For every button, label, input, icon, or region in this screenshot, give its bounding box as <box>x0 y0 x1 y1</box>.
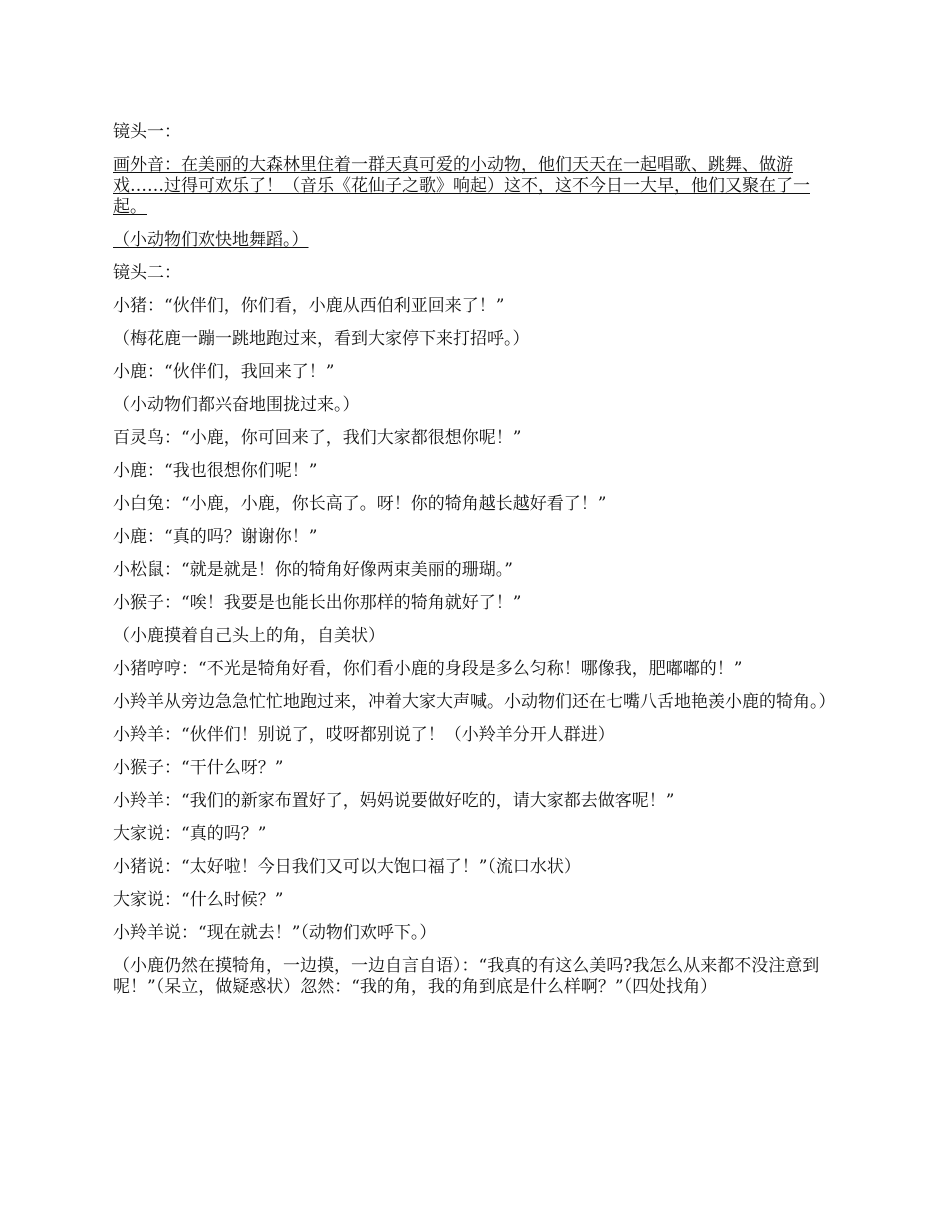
stage-direction: （小鹿摸着自己头上的角，自美状） <box>113 626 385 646</box>
dialogue-line: 小羚羊说：“现在就去！”（动物们欢呼下。） <box>113 923 437 943</box>
dialogue-line: 小白兔：“小鹿，小鹿，你长高了。呀！你的犄角越长越好看了！” <box>113 494 607 514</box>
stage-direction: 小羚羊从旁边急急忙忙地跑过来，冲着大家大声喊。小动物们还在七嘴八舌地艳羡小鹿的犄角。） <box>113 692 836 712</box>
scene-heading-1: 镜头一： <box>113 122 181 142</box>
dialogue-line: 大家说：“什么时候？” <box>113 890 284 910</box>
document-page <box>113 122 841 1010</box>
dialogue-line: 大家说：“真的吗？” <box>113 824 267 844</box>
dialogue-line: 小猴子：“干什么呀？” <box>113 758 284 778</box>
stage-direction: （梅花鹿一蹦一跳地跑过来，看到大家停下来打招呼。） <box>113 329 530 349</box>
dialogue-line: 小鹿：“伙伴们，我回来了！” <box>113 362 335 382</box>
dialogue-line: 小猪：“伙伴们，你们看，小鹿从西伯利亚回来了！” <box>113 296 505 316</box>
dialogue-line: 小羚羊：“伙伴们！别说了，哎呀都别说了！（小羚羊分开人群进） <box>113 725 615 745</box>
dialogue-line: 小松鼠：“就是就是！你的犄角好像两束美丽的珊瑚。” <box>113 560 513 580</box>
dialogue-line: 小猴子：“唉！我要是也能长出你那样的犄角就好了！” <box>113 593 522 613</box>
stage-direction: （小动物们欢快地舞蹈。） <box>113 230 309 250</box>
dialogue-line: 小鹿：“我也很想你们呢！” <box>113 461 318 481</box>
scene-heading-2: 镜头二： <box>113 263 181 283</box>
dialogue-line: 小猪哼哼：“不光是犄角好看，你们看小鹿的身段是多么匀称！哪像我，肥嘟嘟的！” <box>113 659 743 679</box>
dialogue-line: 百灵鸟：“小鹿，你可回来了，我们大家都很想你呢！” <box>113 428 522 448</box>
dialogue-line: 小羚羊：“我们的新家布置好了，妈妈说要做好吃的，请大家都去做客呢！” <box>113 791 675 811</box>
dialogue-line: 小猪说：“太好啦！今日我们又可以大饱口福了！”（流口水状） <box>113 857 581 877</box>
dialogue-line: （小鹿仍然在摸犄角，一边摸，一边自言自语）：“我真的有这么美吗?我怎么从来都不没注意到呢！”（呆立，做疑惑状）忽然：“我的角，我的角到底是什么样啊？”（四处找角） <box>113 956 820 997</box>
narration-paragraph: 画外音：在美丽的大森林里住着一群天真可爱的小动物，他们天天在一起唱歌、跳舞、做游戏……过得可欢乐了！（音乐《花仙子之歌》响起）这不，这不今日一大早，他们又聚在了一起。 <box>113 155 810 217</box>
dialogue-line: 小鹿：“真的吗？谢谢你！” <box>113 527 318 547</box>
stage-direction: （小动物们都兴奋地围拢过来。） <box>113 395 360 415</box>
